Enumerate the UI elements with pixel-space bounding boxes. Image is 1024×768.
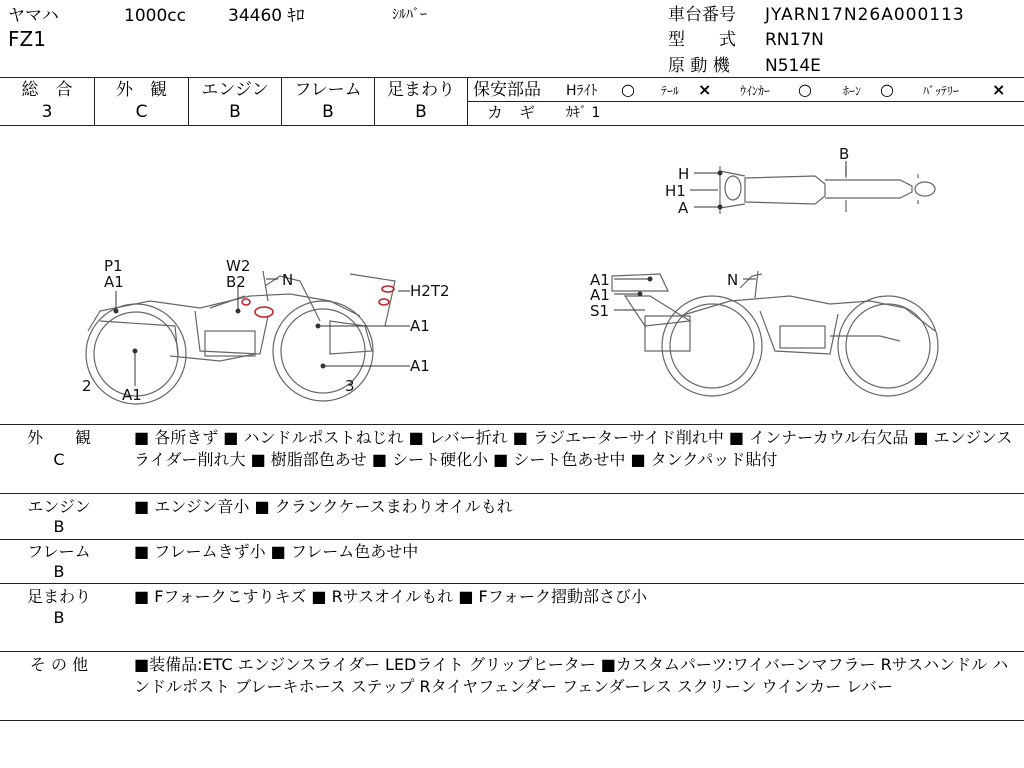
note-text-other: ■装備品:ETC エンジンスライダー LEDライト グリップヒーター ■カスタムパーツ:ワイバーンマフラー Rサスハンドル ハンドルポスト ブレーキホース ステップ Rタイヤフェンダー フェンダーレス スクリーン ウインカー レバー bbox=[134, 655, 1009, 696]
right-view-motorcycle-icon bbox=[612, 271, 938, 396]
label-p1: P1 bbox=[104, 257, 123, 275]
label-a1-a: A1 bbox=[590, 271, 610, 289]
safety-item-battery: ﾊﾞｯﾃﾘｰ bbox=[923, 84, 960, 98]
grade-label-engine: エンジン bbox=[201, 80, 269, 100]
key-label: カ ギ bbox=[487, 103, 536, 122]
label-b2: B2 bbox=[226, 273, 246, 291]
label-h1: H1 bbox=[665, 182, 686, 200]
label-h: H bbox=[678, 165, 690, 183]
grade-label-overall: 総 合 bbox=[21, 80, 73, 100]
grade-label-frame: フレーム bbox=[294, 80, 362, 100]
label-a1-right1: A1 bbox=[410, 317, 430, 335]
key-value: ｶｷﾞ 1 bbox=[566, 105, 601, 121]
label-n-left: N bbox=[282, 271, 294, 289]
divider bbox=[0, 720, 1024, 721]
label-a: A bbox=[678, 199, 689, 217]
safety-item-winker: ｳｲﾝｶｰ bbox=[740, 84, 771, 98]
label-a1-b: A1 bbox=[590, 286, 610, 304]
divider bbox=[0, 583, 1024, 584]
grade-value-frame: B bbox=[322, 102, 334, 122]
safety-label: 保安部品 bbox=[473, 80, 541, 100]
label-n-right: N bbox=[727, 271, 739, 289]
divider bbox=[0, 424, 1024, 425]
safety-mark-battery: × bbox=[992, 80, 1006, 99]
label-a1-bottom: A1 bbox=[122, 386, 142, 404]
label-2: 2 bbox=[82, 377, 92, 395]
type-label: 型 式 bbox=[668, 30, 736, 50]
color: ｼﾙﾊﾞｰ bbox=[392, 7, 427, 23]
displacement: 1000cc bbox=[124, 6, 186, 26]
grade-value-overall: 3 bbox=[41, 102, 53, 122]
note-label-frame: フレーム bbox=[27, 542, 91, 561]
frame-no-label: 車台番号 bbox=[668, 5, 736, 25]
label-b: B bbox=[839, 145, 850, 163]
note-grade-suspension: B bbox=[53, 608, 65, 627]
note-grade-frame: B bbox=[53, 562, 65, 581]
note-text-exterior: ■ 各所きず ■ ハンドルポストねじれ ■ レバー折れ ■ ラジエーターサイド削れ中 ■ インナーカウル右欠品 ■ エンジンスライダー削れ大 ■ 樹脂部色あせ ■ シート硬化小 ■ シート色あせ中 ■ タンクパッド貼付 bbox=[134, 428, 1013, 469]
grade-value-engine: B bbox=[229, 102, 241, 122]
note-label-suspension: 足まわり bbox=[26, 587, 91, 606]
divider bbox=[0, 539, 1024, 540]
grade-value-exterior: C bbox=[135, 102, 148, 122]
engine-value: N514E bbox=[765, 56, 821, 76]
model-name: FZ1 bbox=[8, 27, 46, 51]
note-grade-engine: B bbox=[53, 517, 65, 536]
note-label-exterior: 外 観 bbox=[26, 428, 91, 447]
label-3: 3 bbox=[345, 377, 355, 395]
divider bbox=[468, 101, 1024, 102]
label-w2: W2 bbox=[226, 257, 251, 275]
note-grade-exterior: C bbox=[53, 450, 65, 469]
safety-item-tail: ﾃｰﾙ bbox=[661, 84, 680, 98]
divider bbox=[0, 651, 1024, 652]
note-text-suspension: ■ Fフォークこすりキズ ■ Rサスオイルもれ ■ Fフォーク摺動部さび小 bbox=[134, 587, 647, 606]
top-view-motorcycle-icon bbox=[720, 166, 935, 214]
engine-label: 原 動 機 bbox=[668, 56, 730, 76]
safety-item-horn: ﾎｰﾝ bbox=[843, 84, 862, 98]
grade-label-suspension: 足まわり bbox=[387, 80, 455, 100]
label-a1-right2: A1 bbox=[410, 357, 430, 375]
mileage: 34460 ｷﾛ bbox=[228, 6, 305, 26]
label-a1-top: A1 bbox=[104, 273, 124, 291]
label-s1: S1 bbox=[590, 302, 610, 320]
divider bbox=[0, 77, 1024, 78]
safety-item-headlight: Hﾗｲﾄ bbox=[566, 83, 598, 99]
maker: ヤマハ bbox=[8, 6, 59, 26]
safety-mark-horn: ○ bbox=[880, 80, 894, 99]
grade-label-exterior: 外 観 bbox=[116, 80, 167, 100]
note-text-frame: ■ フレームきず小 ■ フレーム色あせ中 bbox=[134, 542, 419, 561]
label-h2t2: H2T2 bbox=[410, 282, 450, 300]
note-text-engine: ■ エンジン音小 ■ クランクケースまわりオイルもれ bbox=[134, 497, 513, 516]
safety-mark-winker: ○ bbox=[798, 80, 812, 99]
note-label-engine: エンジン bbox=[27, 497, 91, 516]
safety-mark-tail: × bbox=[698, 80, 712, 99]
divider bbox=[0, 493, 1024, 494]
frame-no: JYARN17N26A000113 bbox=[765, 5, 965, 25]
note-label-other: そ の 他 bbox=[29, 655, 89, 674]
safety-mark-headlight: ○ bbox=[621, 80, 635, 99]
grade-value-suspension: B bbox=[415, 102, 427, 122]
type-value: RN17N bbox=[765, 30, 824, 50]
damage-diagram bbox=[0, 126, 1024, 424]
